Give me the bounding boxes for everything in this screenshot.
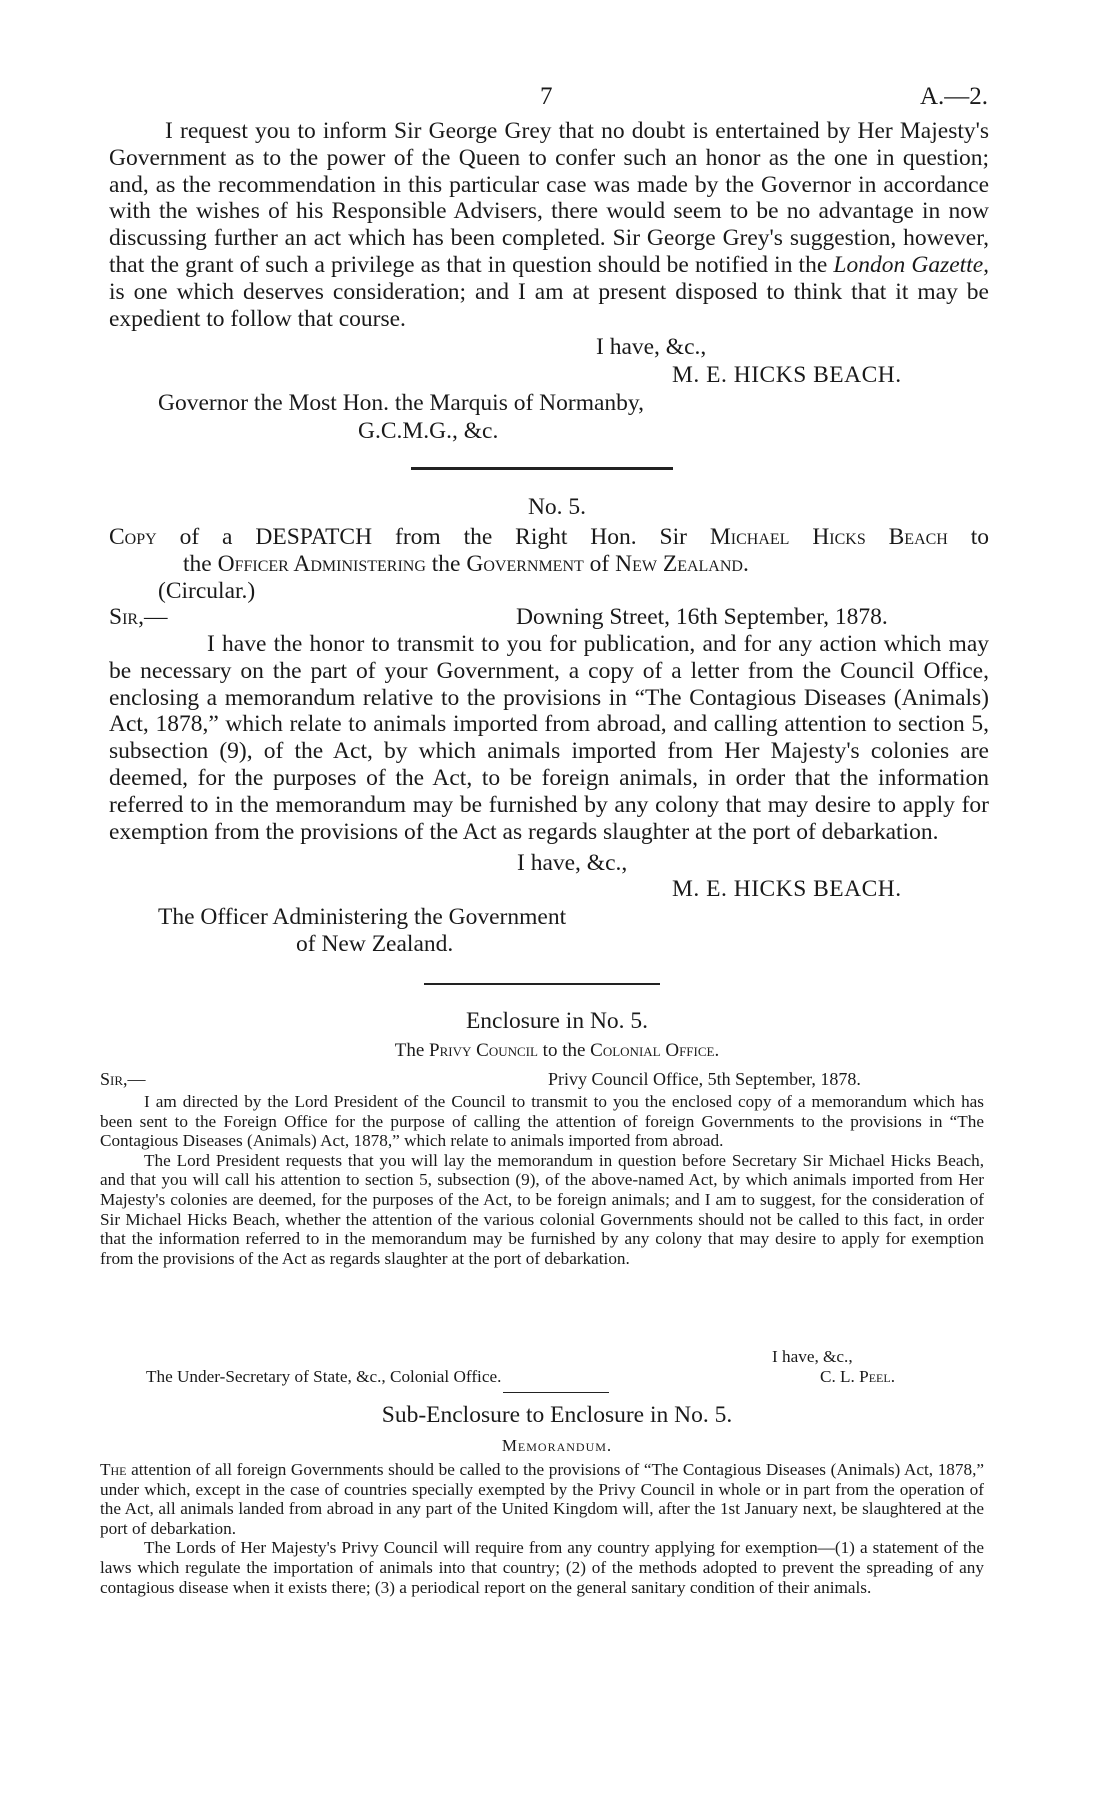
letter-body-end: is one which deserves consideration; and I am at present disposed to think that it may be expedient to follow that course. xyxy=(109,278,989,332)
despatch-closing: I have, &c., xyxy=(517,850,628,876)
section-divider xyxy=(503,1392,609,1393)
despatch-heading-line1: Copy of a DESPATCH from the Right Hon. Sir Michael Hicks Beach to xyxy=(109,524,990,550)
enclosure-body xyxy=(100,1092,984,1268)
despatch-addressee-line1: The Officer Administering the Government xyxy=(158,904,567,930)
despatch-circular: (Circular.) xyxy=(158,578,256,604)
letter-body xyxy=(109,118,989,332)
letter-addressee-line1: Governor the Most Hon. the Marquis of Normanby, xyxy=(158,390,645,416)
enclosure-paragraph-1: I am directed by the Lord President of the Council to transmit to you the enclosed copy of a memorandum which has been sent to the Foreign Office for the purpose of calling the attention of foreign Governments to the provisions in “The Contagious Diseases (Animals) Act, 1878,” which relate to animals imported from abroad. xyxy=(100,1092,984,1151)
subenclosure-paragraph-1: The attention of all foreign Governments should be called to the provisions of “The Contagious Diseases (Animals) Act, 1878,” under which, except in the case of countries specially exempted by the Privy Council in whole or in part from the operation of the Act, all animals landed from abroad in any part of the United Kingdom will, after the 1st January next, be slaughtered at the port of debarkation. xyxy=(100,1460,985,1538)
enclosure-subtitle: The Privy Council to the Colonial Office. xyxy=(394,1040,720,1061)
subenclosure-subtitle: Memorandum. xyxy=(501,1436,613,1455)
despatch-date: Downing Street, 16th September, 1878. xyxy=(516,604,888,630)
subenclosure-body xyxy=(100,1460,984,1597)
enclosure-addressee: The Under-Secretary of State, &c., Colonial Office. xyxy=(146,1367,502,1386)
letter-body-text: I request you to inform Sir George Grey that no doubt is entertained by Her Majesty's Government as to the power of the Queen to confer such an honor as the one in question; and, as the recommendation in this particular case was made by the Governor in accordance with the wishes of his Responsible Advisers, there would seem to be no advantage in now discussing further an act which has been completed. Sir George Grey's suggestion, however, that the grant of such a privilege as that in question should be notified in the xyxy=(109,118,989,278)
enclosure-paragraph-2: The Lord President requests that you will lay the memorandum in question before Secretary Sir Michael Hicks Beach, and that you will call his attention to section 5, subsection (9), of the above-named Act, by which animals imported from Her Majesty's colonies are deemed, for the purposes of the Act, to be foreign animals; and I am to suggest, for the consideration of Sir Michael Hicks Beach, whether the attention of the various colonial Governments should not be called to this fact, in order that the information referred to in the memorandum may be furnished by any colony that may desire to apply for exemption from the provisions of the Act as regards slaughter at the port of debarkation. xyxy=(100,1150,984,1268)
enclosure-date: Privy Council Office, 5th September, 1878. xyxy=(548,1069,861,1089)
subenclosure-paragraph-2: The Lords of Her Majesty's Privy Council will require from any country applying for exemption—(1) a statement of the laws which regulate the importation of animals into that country; (2) of the methods adopted to prevent the spreading of any contagious disease when it exists there; (3) a periodical report on the general sanitary condition of their animals. xyxy=(100,1538,984,1597)
despatch-signature: M. E. HICKS BEACH. xyxy=(672,876,902,902)
despatch-heading-line2: the Officer Administering the Government of New Zealand. xyxy=(183,551,749,577)
enclosure-title: Enclosure in No. 5. xyxy=(465,1008,649,1034)
subenclosure-title: Sub-Enclosure to Enclosure in No. 5. xyxy=(381,1402,733,1428)
despatch-number: No. 5. xyxy=(527,494,587,520)
despatch-body: I have the honor to transmit to you for publication, and for any action which may be necessary on the part of your Government, a copy of a letter from the Council Office, enclosing a memorandum relative to the provisions in “The Contagious Diseases (Animals) Act, 1878,” which relate to animals imported from abroad, and calling attention to section 5, subsection (9), of the Act, by which animals imported from Her Majesty's colonies are deemed, for the purposes of the Act, to be foreign animals, in order that the information referred to in the memorandum may be furnished by any colony that may desire to apply for exemption from the provisions of the Act as regards slaughter at the port of debarkation. xyxy=(109,631,989,845)
gazette-title: London Gazette, xyxy=(833,251,990,278)
series-code: A.—2. xyxy=(920,83,989,110)
enclosure-salutation: Sir,— xyxy=(100,1069,146,1089)
letter-closing: I have, &c., xyxy=(596,334,707,360)
despatch-addressee-line2: of New Zealand. xyxy=(296,931,454,957)
page-number: 7 xyxy=(540,83,553,110)
section-divider xyxy=(424,983,660,985)
letter-signature: M. E. HICKS BEACH. xyxy=(672,362,902,388)
enclosure-closing: I have, &c., xyxy=(772,1347,853,1366)
enclosure-signature: C. L. Peel. xyxy=(820,1367,895,1386)
letter-addressee-line2: G.C.M.G., &c. xyxy=(358,418,499,444)
section-divider xyxy=(411,467,673,470)
despatch-salutation: Sir,— xyxy=(109,604,168,630)
